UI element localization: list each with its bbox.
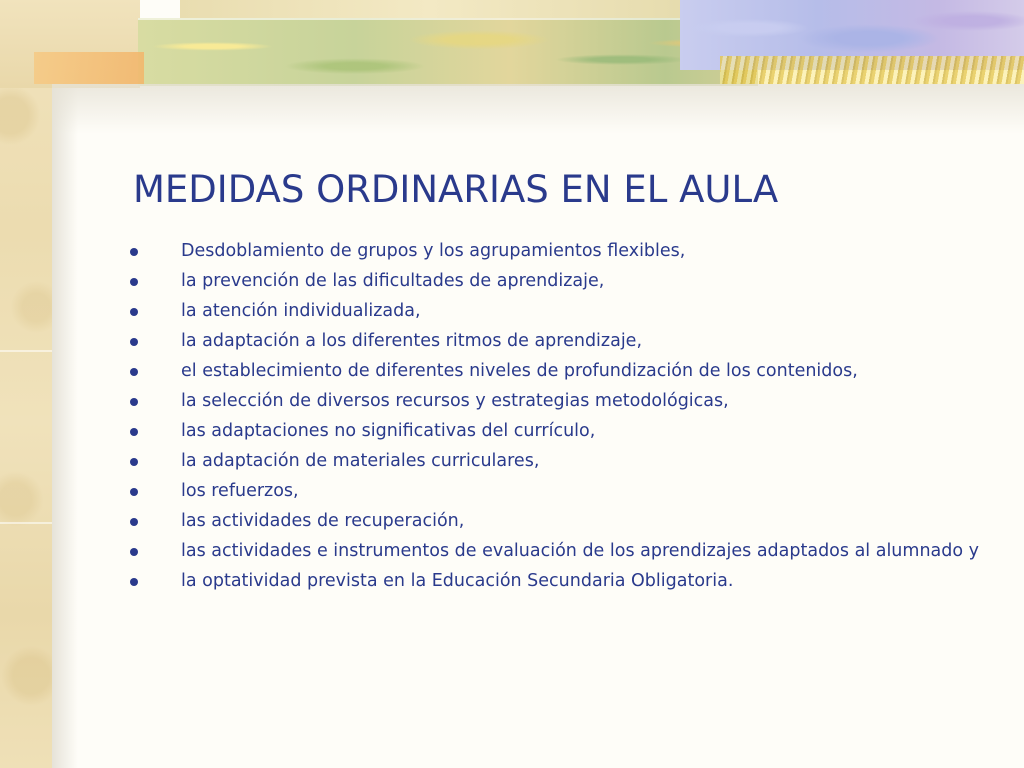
- bullet-text: la atención individualizada,: [181, 301, 421, 321]
- bullet-dot-icon: [130, 578, 138, 586]
- decorative-banner: [0, 0, 1024, 88]
- slide-title: MEDIDAS ORDINARIAS EN EL AULA: [133, 168, 779, 211]
- bullet-dot-icon: [130, 338, 138, 346]
- bullet-text: la adaptación de materiales curriculares,: [181, 451, 540, 471]
- bullet-item: [128, 449, 988, 473]
- bullet-dot-icon: [130, 248, 138, 256]
- bullet-text: la prevención de las dificultades de aprendizaje,: [181, 271, 605, 291]
- bullet-item: [128, 329, 988, 353]
- bullet-dot-icon: [130, 518, 138, 526]
- bullet-dot-icon: [130, 428, 138, 436]
- decorative-parchment-strip: [0, 0, 52, 768]
- bullet-text: las adaptaciones no significativas del currículo,: [181, 421, 596, 441]
- banner-orange-bar: [34, 52, 144, 84]
- bullet-item: [128, 239, 988, 263]
- bullet-dot-icon: [130, 398, 138, 406]
- bullet-item: [128, 419, 988, 443]
- bullet-item: [128, 479, 988, 503]
- bullet-dot-icon: [130, 368, 138, 376]
- bullet-text: la optatividad prevista en la Educación Secundaria Obligatoria.: [181, 571, 734, 591]
- banner-shadow: [52, 84, 1024, 134]
- banner-gold-grass: [720, 56, 1024, 84]
- bullet-item: [128, 389, 988, 413]
- bullet-dot-icon: [130, 458, 138, 466]
- bullet-text: la selección de diversos recursos y estrategias metodológicas,: [181, 391, 729, 411]
- banner-leaf-artwork: [138, 18, 758, 86]
- bullet-dot-icon: [130, 548, 138, 556]
- bullet-text: Desdoblamiento de grupos y los agrupamientos flexibles,: [181, 241, 686, 261]
- bullet-item: [128, 269, 988, 293]
- bullet-item: [128, 569, 988, 593]
- bullet-dot-icon: [130, 278, 138, 286]
- strip-seam: [0, 350, 52, 352]
- strip-seam: [0, 522, 52, 524]
- bullet-dot-icon: [130, 308, 138, 316]
- bullet-item: [128, 359, 988, 383]
- bullet-text: las actividades de recuperación,: [181, 511, 465, 531]
- bullet-text: el establecimiento de diferentes niveles de profundización de los contenidos,: [181, 361, 858, 381]
- bullet-item: [128, 299, 988, 323]
- bullet-dot-icon: [130, 488, 138, 496]
- bullet-text: la adaptación a los diferentes ritmos de aprendizaje,: [181, 331, 643, 351]
- bullet-item: [128, 539, 988, 563]
- bullet-text: las actividades e instrumentos de evaluación de los aprendizajes adaptados al alumnado y: [181, 541, 979, 561]
- banner-art-upper: [180, 0, 680, 20]
- bullet-text: los refuerzos,: [181, 481, 299, 501]
- bullet-item: [128, 509, 988, 533]
- bullet-list: [128, 239, 988, 599]
